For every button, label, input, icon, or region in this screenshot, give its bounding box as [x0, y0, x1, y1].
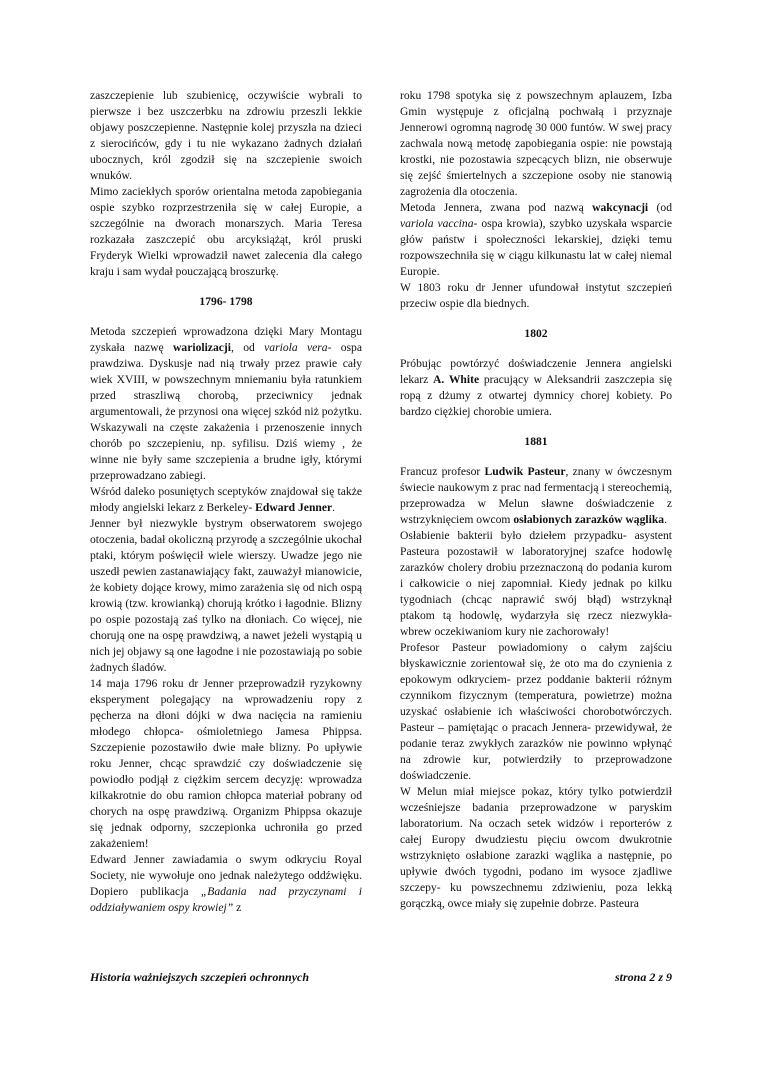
- paragraph: [400, 200, 672, 280]
- text-run: Edward Jenner zawiadamia o swym odkryciu Royal Society, nie wywołuje ono jednak należytego oddźwięku. Dopiero publikacja: [90, 853, 362, 898]
- text-run: Francuz profesor: [400, 465, 485, 478]
- paragraph: [400, 464, 672, 528]
- text-run: Próbując powtórzyć doświadczenie Jennera angielski lekarz: [400, 357, 672, 386]
- page-number: strona 2 z 9: [614, 970, 672, 984]
- text-run: Metoda szczepień wprowadzona dzięki Mary Montagu zyskała nazwę: [90, 325, 362, 354]
- paragraph: [90, 484, 362, 516]
- section-heading: 1796- 1798: [199, 295, 253, 308]
- paragraph: W 1803 roku dr Jenner ufundował instytut szczepień przeciw ospie dla biednych.: [400, 281, 672, 310]
- paragraph: W Melun miał miejsce pokaz, który tylko potwierdził wcześniejsze badania przeprowadzone w paryskim laboratorium. Na oczach setek widzów i reporterów z całej Europy dwudziestu pięciu owcom dwukrotnie wstrzyknięto osłabione zarazki wąglika a następnie, po upływie dwóch tygodni, podano im wysoce zjadliwe szczepy- ku powszechnemu zdziwieniu, poza lekką gorączką, owce miały się zupełnie dobrze. Pasteura: [400, 785, 672, 910]
- bold-term: Ludwik Pasteur: [484, 465, 566, 478]
- bold-term: A. White: [433, 373, 480, 386]
- text-run: Metoda Jennera, zwana pod nazwą: [400, 201, 593, 214]
- paragraph: 14 maja 1796 roku dr Jenner przeprowadził ryzykowny eksperyment polegający na wprowadzeniu ropy z pęcherza na dłoni dójki w dwa nacięcia na ramieniu młodego chłopca- ośmioletniego Jamesa Phippsa. Szczepienie pozostawiło dwie małe blizny. Po upływie roku Jenner, chcąc sprawdzić czy doświadczenie się powiodło podjął z ciężkim sercem decyzję: wprowadza kilkakrotnie do obu ramion chłopca materiał pobrany od chorych na ospę prawdziwą. Organizm Phippsa okazuje się jednak odporny, szczepionka uchroniła go przed zakażeniem!: [90, 677, 362, 850]
- bold-term: wakcynacji: [592, 201, 649, 214]
- text-run: - ospa krowia), szybko uzyskała wsparcie głów państw i społeczności lekarskiej, dzięki temu rozpowszechniła się w ciągu kilkunastu lat w całej niemal Europie.: [400, 217, 672, 278]
- text-run: , od: [230, 341, 265, 354]
- section-heading: 1881: [524, 435, 548, 448]
- text-run: - ospa prawdziwa. Dyskusje nad nią trwały przez prawie cały wiek XVIII, w powszechnym mniemaniu była ratunkiem przed straszliwą chorobą, przeciwnicy jednak argumentowali, że przynosi ona więcej szkód niż pożytku. Wskazywali na częste zakażenia i przenoszenie innych chorób po szczepieniu, np. syfilisu. Dziś wiemy , że winne nie były same szczepienia a brudne igły, którymi przeprowadzano zabiegi.: [90, 341, 363, 482]
- bold-term: osłabionych zarazków wąglika: [513, 513, 665, 526]
- footer-title: Historia ważniejszych szczepień ochronnych: [90, 970, 310, 984]
- bold-term: Edward Jenner: [255, 501, 333, 514]
- paragraph: Profesor Pasteur powiadomiony o całym zajściu błyskawicznie zorientował się, że oto ma do czynienia z epokowym odkryciem- przez poddanie bakterii różnym czynnikom fizycznym (temperatura, powietrze) można uzyskać osłabienie ich właściwości chorobotwórczych. Pasteur – pamiętając o pracach Jennera- przewidywał, że podanie teraz zwykłych zarazków nie powinno wpłynąć na zdrowie kur, potwierdziły to przeprowadzone doświadczenie.: [400, 641, 672, 782]
- paragraph: Osłabienie bakterii było dziełem przypadku- asystent Pasteura pozostawił w laboratoryjnej szafce hodowlę zarazków cholery drobiu przeznaczoną do podania kurom i całkowicie o niej zapomniał. Kiedy jednak po kilku tygodniach (chcąc naprawić swój błąd) wstrzyknął ptakom tą hodowlę, wydarzyła się rzecz niezwykła- wbrew oczekiwaniom kury nie zachorowały!: [400, 529, 672, 638]
- right-column: [400, 88, 672, 912]
- text-run: , znany w ówczesnym świecie naukowym z prac nad fermentacją i stereochemią, przeprowadza w Melun sławne doświadczenie z wstrzyknięciem owcom: [400, 465, 672, 526]
- paragraph: [90, 852, 362, 916]
- text-run: pracujący w Aleksandrii zaszczepia się ropą z dżumy z otwartej dymnicy chorej kobiety. Po bardzo ciężkiej chorobie umiera.: [400, 373, 673, 418]
- paragraph: zaszczepienie lub szubienicę, oczywiście wybrali to pierwsze i bez uszczerbku na zdrowiu przeszli lekkie objawy poszczepienne. Następnie kolej przyszła na dzieci z sierocińców, gdy i tu nie wykazano żadnych działań ubocznych, król zgodził się na szczepienie swoich wnuków.: [90, 89, 362, 182]
- text-run: (od: [648, 201, 672, 214]
- italic-term: variola vera: [264, 341, 328, 354]
- text-run: Wśród daleko posuniętych sceptyków znajdował się także młody angielski lekarz z Berkeley-: [90, 485, 362, 514]
- paragraph: [400, 356, 672, 420]
- paragraph: [90, 324, 362, 484]
- paragraph: Jenner był niezwykle bystrym obserwatorem swojego otoczenia, badał okoliczną przyrodę a szczególnie ukochał ptaki, którym poświęcił wiele wierszy. Uwadze jego nie uszedł pewien zastanawiający fakt, zauważył mianowicie, że kobiety dojące krowy, mimo zarażenia się od nich ospą krowią (tzw. krowianką) chorują krótko i łagodnie. Blizny po ospie pozostają zaś tylko na dłoniach. Co więcej, nie chorują one na ospę prawdziwą, a nawet jeżeli wystąpią u nich jej objawy są one łagodne i nie pozostawiają po sobie żadnych śladów.: [90, 517, 363, 674]
- bold-term: wariolizacji: [173, 341, 231, 354]
- section-heading: 1802: [524, 327, 548, 340]
- paragraph: roku 1798 spotyka się z powszechnym aplauzem, Izba Gmin występuje z oficjalną pochwałą i przyznaje Jennerowi ogromną nagrodę 30 000 funtów. W swej pracy zachwala nową metodę zapobiegania ospie: nie powstają krostki, nie pozostawia szpecących blizn, nie obserwuje się zejść śmiertelnych a szczepione osoby nie stanowią zagrożenia dla otoczenia.: [400, 89, 672, 198]
- text-run: .: [332, 501, 336, 514]
- italic-term: variola vaccina: [400, 217, 474, 230]
- paragraph: Mimo zaciekłych sporów orientalna metoda zapobiegania ospie szybko rozprzestrzeniła się w całej Europie, a szczególnie na dworach monarszych. Maria Teresa rozkazała zaszczepić obu arcyksiążąt, król pruski Fryderyk Wielki wprowadził nawet zalecenia dla całego kraju i sam wydał pouczającą broszurkę.: [90, 185, 362, 278]
- left-column: [90, 88, 362, 916]
- italic-title: „Badania nad przyczynami i oddziaływaniem ospy krowiej”: [90, 885, 363, 914]
- text-run: .: [664, 513, 667, 526]
- text-run: z: [233, 901, 242, 914]
